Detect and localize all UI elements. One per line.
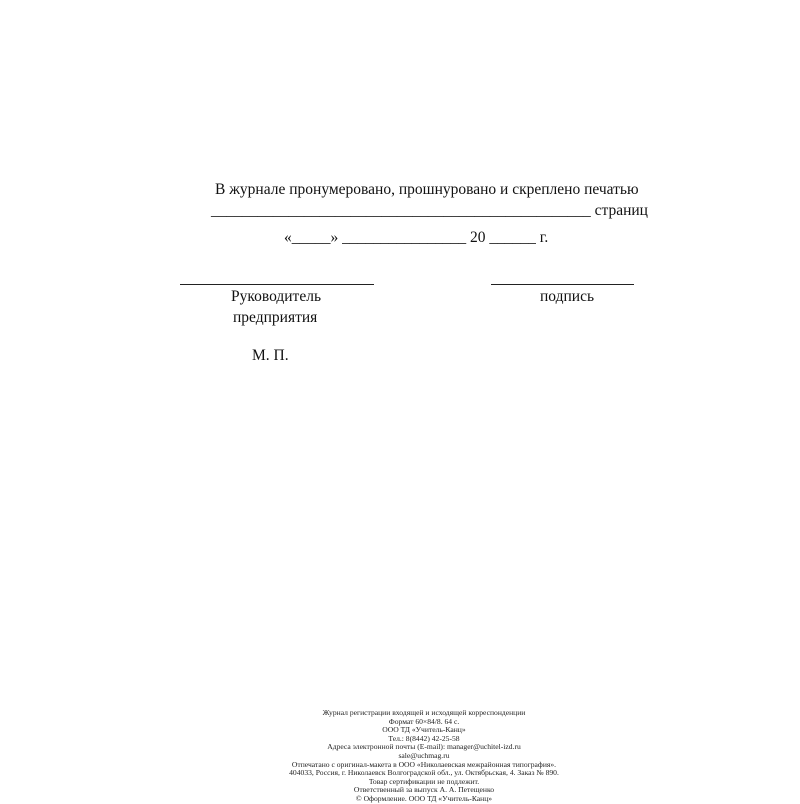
director-label-line-2: предприятия	[233, 309, 318, 326]
imprint-line: Журнал регистрации входящей и исходящей корреспонденции	[322, 708, 526, 717]
director-signature-line	[180, 284, 374, 285]
imprint-line: 404033, Россия, г. Николаевск Волгоградской обл., ул. Октябрьская, 4. Заказ № 890.	[289, 768, 559, 778]
director-label-line-1: Руководитель	[231, 288, 322, 305]
signature-label: подпись	[540, 288, 595, 305]
imprint-line: © Оформление. ООО ТД «Учитель-Канц»	[355, 793, 493, 803]
imprint-line: Тел.: 8(8442) 42-25-58	[388, 733, 460, 743]
signature-line	[491, 284, 634, 285]
publisher-imprint	[0, 709, 800, 804]
imprint-line: sale@uchmag.ru	[398, 750, 450, 760]
imprint-line: Адреса электронной почты (E-mail): manager@uchitel-izd.ru	[327, 742, 521, 752]
imprint-line: Отпечатано с оригинал-макета в ООО «Николаевская межрайонная типография».	[291, 759, 557, 769]
imprint-line: Формат 60×84/8. 64 с.	[388, 716, 460, 726]
seal-mark: М. П.	[252, 347, 289, 364]
certification-heading: В журнале пронумеровано, прошнуровано и скреплено печатью	[215, 181, 639, 198]
imprint-line: Ответственный за выпуск А. А. Петещенко	[353, 785, 495, 795]
imprint-line: ООО ТД «Учитель-Канц»	[382, 725, 466, 735]
pages-count-line: _________________________________________________ страниц	[211, 202, 648, 219]
imprint-line: Товар сертификации не подлежит.	[368, 776, 480, 786]
date-line: «_____» ________________ 20 ______ г.	[284, 229, 549, 246]
